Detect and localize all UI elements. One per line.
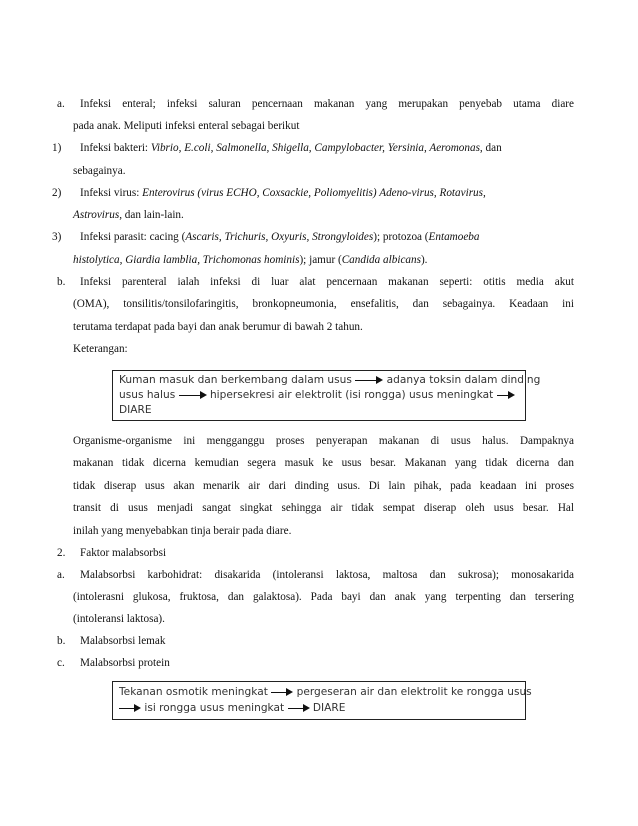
box1-step1: Kuman masuk dan berkembang dalam usus <box>119 374 352 386</box>
box2-row2 <box>119 702 345 715</box>
item-2-line1 <box>80 186 486 200</box>
para-line4: transit di usus menjadi sangat singkat sehingga air tidak sempat diserap oleh usus besar. Hal <box>73 502 574 514</box>
box2-step3: isi rongga usus meningkat <box>144 702 285 714</box>
section2-c-text: Malabsorbsi protein <box>80 657 170 669</box>
section2-a-label: a. <box>57 569 65 581</box>
item-3-line1 <box>80 230 480 244</box>
item-3-label: 3) <box>52 231 62 243</box>
arrow-icon <box>179 391 207 399</box>
section2-title: Faktor malabsorbsi <box>80 547 167 559</box>
section2-a-line2: (intolerasni glukosa, fruktosa, dan galaktosa). Pada bayi dan anak yang terpenting dan tersering <box>73 591 574 603</box>
section2-a-line3: (intoleransi laktosa). <box>73 613 165 625</box>
section2-b-label: b. <box>57 635 66 647</box>
box1-step2: adanya toksin dalam dinding <box>386 374 541 386</box>
item-a-line1: Infeksi enteral; infeksi saluran pencernaan makanan yang merupakan penyebab utama diare <box>80 98 574 110</box>
box2-row1 <box>119 686 532 699</box>
section2-a-line1: Malabsorbsi karbohidrat: disakarida (intoleransi laktosa, maltosa dan sukrosa); monosakarida <box>80 569 574 581</box>
item-b-line3: terutama terdapat pada bayi dan anak berumur di bawah 2 tahun. <box>73 321 363 333</box>
box1-row3: DIARE <box>119 404 152 416</box>
box1-step3: hipersekresi air elektrolit (isi rongga) usus meningkat <box>209 389 494 401</box>
item-1-label: 1) <box>52 142 62 154</box>
item-2-species: Enterovirus (virus ECHO, Coxsackie, Poliomyelitis) Adeno-virus, Rotavirus, <box>142 187 486 199</box>
item-b-label: b. <box>57 276 66 288</box>
item-a-line2: pada anak. Meliputi infeksi enteral sebagai berikut <box>73 120 300 132</box>
item-1-line1 <box>80 141 502 155</box>
box1-row2 <box>119 389 515 402</box>
section2-b-text: Malabsorbsi lemak <box>80 635 166 647</box>
item-a-label: a. <box>57 98 65 110</box>
item-1-line2: sebagainya. <box>73 165 126 177</box>
section2-c-label: c. <box>57 657 65 669</box>
item-3-worms: Ascaris, Trichuris, Oxyuris, Strongyloides <box>185 231 374 243</box>
item-1-species: Vibrio, E.coli, Salmonella, Shigella, Campylobacter, Yersinia, Aeromonas, <box>150 142 483 154</box>
item-3-text4: ). <box>420 254 428 266</box>
item-2-species-cont: Astrovirus, <box>73 209 122 221</box>
item-3-protozoa1: Entamoeba <box>428 231 480 243</box>
item-3-protozoa2: histolytica, Giardia lamblia, Trichomonas hominis <box>73 254 300 266</box>
item-3-text3: ); jamur ( <box>299 254 342 266</box>
arrow-icon <box>497 391 515 399</box>
para-line3: tidak diserap usus akan menarik air dari dinding usus. Di lain pihak, pada keadaan ini proses <box>73 480 574 492</box>
box1-step2-cont: usus halus <box>119 389 176 401</box>
diagram-box-infection <box>112 370 541 421</box>
para-line5: inilah yang menyebabkan tinja berair pada diare. <box>73 525 292 537</box>
arrow-icon <box>271 688 293 696</box>
box2-step1: Tekanan osmotik meningkat <box>119 686 268 698</box>
item-2-suffix: dan lain-lain. <box>122 209 184 221</box>
arrow-icon <box>288 704 310 712</box>
item-3-text2: ); protozoa ( <box>373 231 429 243</box>
para-line1: Organisme-organisme ini mengganggu proses penyerapan makanan di usus halus. Dampaknya <box>73 435 574 447</box>
section2-label: 2. <box>57 547 66 559</box>
item-b-line2: (OMA), tonsilitis/tonsilofaringitis, bronkopneumonia, ensefalitis, dan sebagainya. Keadaan ini <box>73 298 574 310</box>
item-2-line2 <box>73 208 184 222</box>
box2-step4: DIARE <box>312 702 346 714</box>
item-b-line1: Infeksi parenteral ialah infeksi di luar alat pencernaan makanan seperti: otitis media akut <box>80 276 574 288</box>
keterangan-label: Keterangan: <box>73 343 128 355</box>
box2-step2: pergeseran air dan elektrolit ke rongga usus <box>296 686 532 698</box>
item-1-suffix: dan <box>482 142 502 154</box>
item-2-prefix: Infeksi virus: <box>80 187 143 199</box>
item-3-fungus: Candida albicans <box>341 254 421 266</box>
para-line2: makanan tidak dicerna kemudian segera masuk ke usus besar. Makanan yang tidak dicerna dan <box>73 457 574 469</box>
diagram-box-osmotic <box>112 681 532 720</box>
item-1-prefix: Infeksi bakteri: <box>80 142 151 154</box>
item-3-text1: Infeksi parasit: cacing ( <box>80 231 186 243</box>
arrow-icon <box>119 704 141 712</box>
arrow-icon <box>355 376 383 384</box>
box1-row1 <box>119 374 540 387</box>
item-3-line2 <box>73 253 427 267</box>
item-2-label: 2) <box>52 187 62 199</box>
